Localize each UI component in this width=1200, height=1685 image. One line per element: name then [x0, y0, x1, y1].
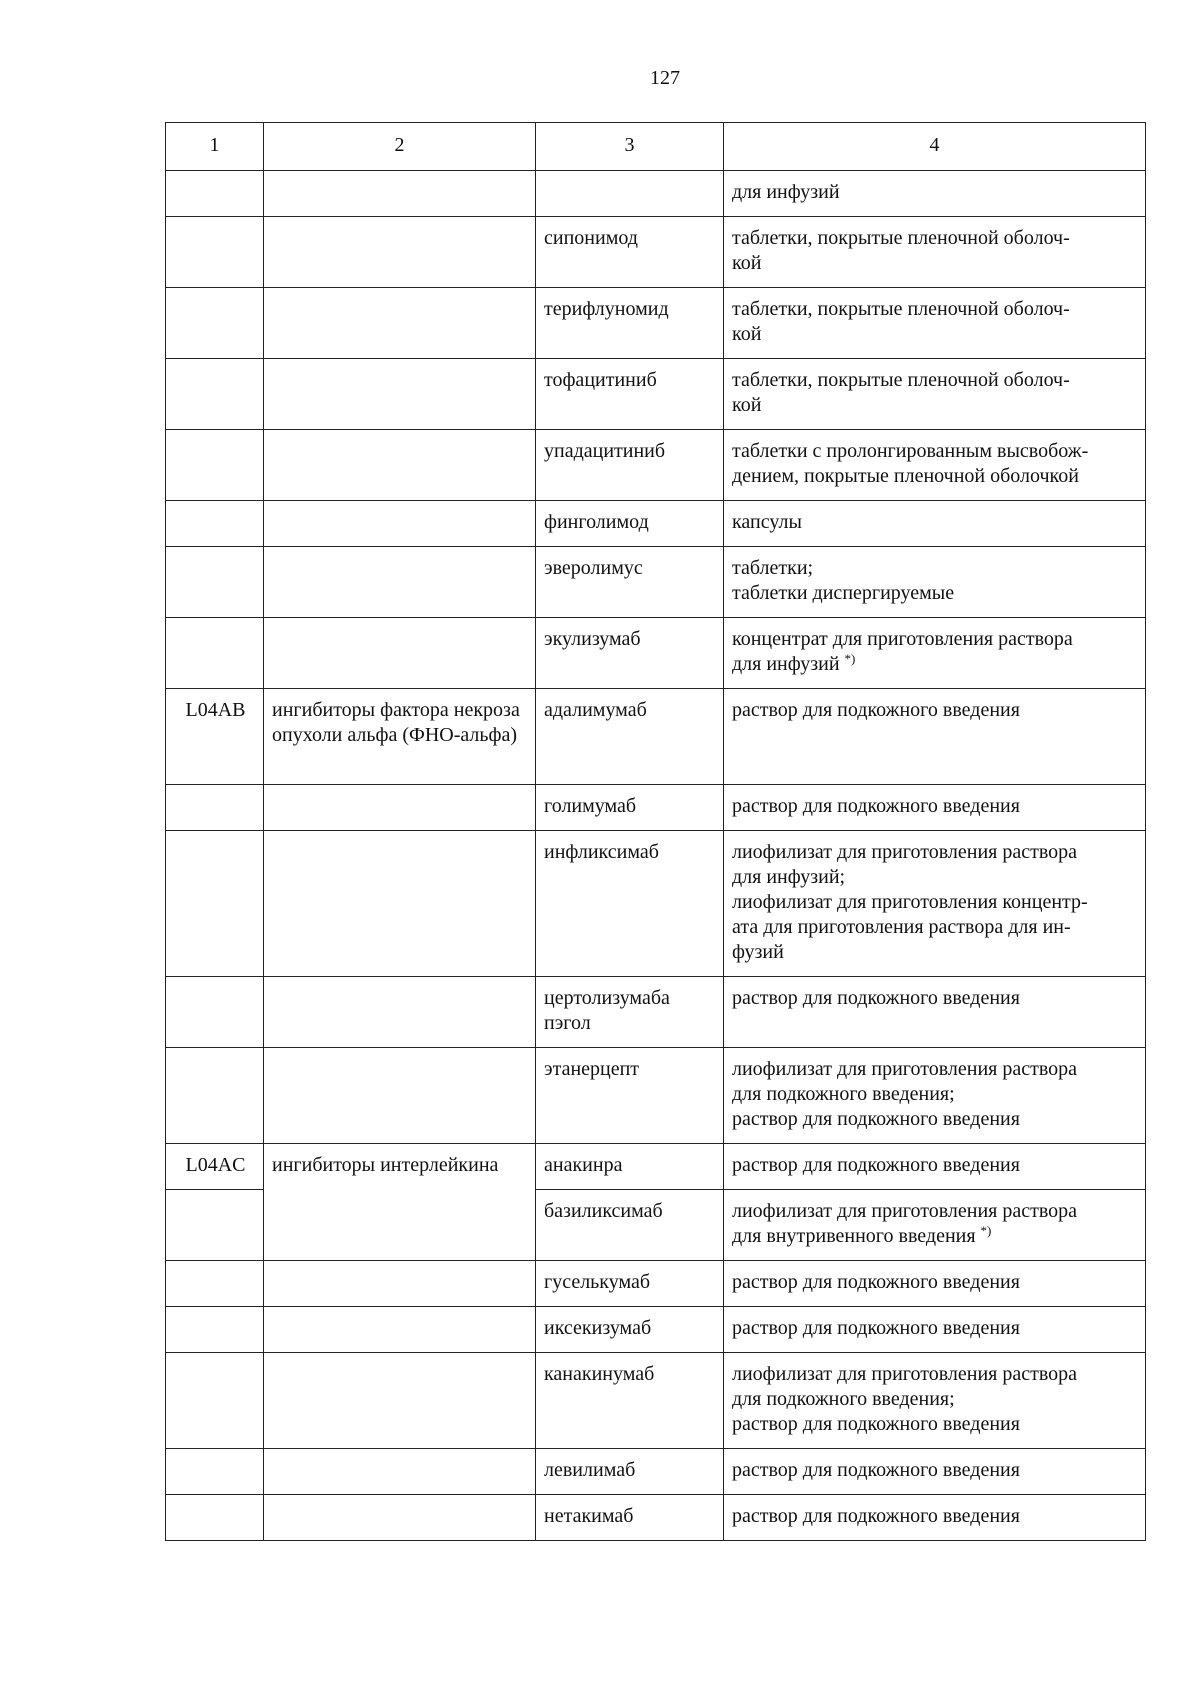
table-row	[166, 1261, 1146, 1307]
dosage-form-line: фузий	[732, 941, 784, 963]
group-cell	[264, 1353, 536, 1449]
drug-name-cell: эверолимус	[536, 547, 724, 618]
dosage-form-cell	[724, 689, 1146, 785]
drug-name-cell: канакинумаб	[536, 1353, 724, 1449]
group-cell	[264, 785, 536, 831]
atc-code-cell	[166, 1307, 264, 1353]
dosage-form-line: раствор для подкожного введения	[732, 1271, 1020, 1293]
dosage-form-line: лиофилизат для приготовления концентр-	[732, 891, 1088, 913]
group-cell	[264, 171, 536, 217]
table-row	[166, 977, 1146, 1048]
dosage-form-line: таблетки диспергируемые	[732, 582, 955, 604]
atc-code-cell	[166, 171, 264, 217]
atc-code-cell	[166, 359, 264, 430]
dosage-form-cell	[724, 1190, 1146, 1261]
column-header-3: 3	[536, 123, 724, 171]
dosage-form-cell	[724, 831, 1146, 977]
dosage-form-cell	[724, 288, 1146, 359]
table-row	[166, 618, 1146, 689]
atc-code-cell	[166, 1449, 264, 1495]
drug-table	[165, 122, 1146, 1541]
dosage-form-cell	[724, 977, 1146, 1048]
drug-name-cell: инфликсимаб	[536, 831, 724, 977]
dosage-form-line: таблетки, покрытые пленочной оболоч-	[732, 227, 1070, 249]
dosage-form-line: лиофилизат для приготовления раствора	[732, 1200, 1078, 1222]
dosage-form-line: кой	[732, 252, 762, 274]
table-row	[166, 1307, 1146, 1353]
atc-code-cell	[166, 618, 264, 689]
dosage-form-cell	[724, 217, 1146, 288]
group-cell: ингибиторы интерлейкина	[264, 1144, 536, 1261]
dosage-form-line: для подкожного введения;	[732, 1388, 955, 1410]
column-header-4: 4	[724, 123, 1146, 171]
atc-code-cell	[166, 1048, 264, 1144]
dosage-form-cell	[724, 1307, 1146, 1353]
drug-name-cell: сипонимод	[536, 217, 724, 288]
group-cell	[264, 547, 536, 618]
dosage-form-cell	[724, 1048, 1146, 1144]
atc-code-cell: L04AB	[166, 689, 264, 785]
dosage-form-line: таблетки, покрытые пленочной оболоч-	[732, 369, 1070, 391]
dosage-form-cell	[724, 1144, 1146, 1190]
drug-name-cell: голимумаб	[536, 785, 724, 831]
table-row	[166, 430, 1146, 501]
dosage-form-cell	[724, 1449, 1146, 1495]
drug-name-cell: адалимумаб	[536, 689, 724, 785]
group-cell	[264, 1307, 536, 1353]
atc-code-cell: L04AC	[166, 1144, 264, 1190]
atc-code-cell	[166, 217, 264, 288]
atc-code-cell	[166, 977, 264, 1048]
dosage-form-cell	[724, 501, 1146, 547]
dosage-form-cell	[724, 785, 1146, 831]
dosage-form-line: лиофилизат для приготовления раствора	[732, 841, 1078, 863]
group-cell	[264, 977, 536, 1048]
table-row	[166, 831, 1146, 977]
atc-code-cell	[166, 1261, 264, 1307]
table-row	[166, 1449, 1146, 1495]
dosage-form-line: капсулы	[732, 511, 802, 533]
drug-name-cell: анакинра	[536, 1144, 724, 1190]
drug-name-cell: этанерцепт	[536, 1048, 724, 1144]
dosage-form-line: лиофилизат для приготовления раствора	[732, 1058, 1078, 1080]
group-cell	[264, 618, 536, 689]
drug-name-cell: финголимод	[536, 501, 724, 547]
group-cell	[264, 217, 536, 288]
group-cell	[264, 1495, 536, 1541]
drug-name-cell: тофацитиниб	[536, 359, 724, 430]
dosage-form-line: раствор для подкожного введения	[732, 1505, 1020, 1527]
column-header-2: 2	[264, 123, 536, 171]
dosage-form-line	[732, 652, 1139, 677]
dosage-form-line: раствор для подкожного введения	[732, 1459, 1020, 1481]
atc-code-cell	[166, 430, 264, 501]
table-row	[166, 288, 1146, 359]
dosage-form-line: таблетки, покрытые пленочной оболоч-	[732, 298, 1070, 320]
table-row	[166, 1495, 1146, 1541]
dosage-form-line	[732, 1224, 1139, 1249]
dosage-form-line: таблетки;	[732, 557, 814, 579]
dosage-form-line: дением, покрытые пленочной оболочкой	[732, 465, 1079, 487]
dosage-form-line: раствор для подкожного введения	[732, 795, 1020, 817]
group-cell	[264, 430, 536, 501]
dosage-form-line: концентрат для приготовления раствора	[732, 628, 1073, 650]
dosage-form-cell	[724, 1495, 1146, 1541]
dosage-form-line: таблетки с пролонгированным высвобож-	[732, 440, 1089, 462]
dosage-form-cell	[724, 1353, 1146, 1449]
dosage-form-line: лиофилизат для приготовления раствора	[732, 1363, 1078, 1385]
footnote-marker: *)	[980, 1223, 992, 1238]
drug-name-cell: левилимаб	[536, 1449, 724, 1495]
atc-code-cell	[166, 1190, 264, 1261]
atc-code-cell	[166, 831, 264, 977]
dosage-form-line: раствор для подкожного введения	[732, 987, 1020, 1009]
dosage-form-cell	[724, 547, 1146, 618]
dosage-form-line: раствор для подкожного введения	[732, 1413, 1020, 1435]
dosage-form-text: для внутривенного введения	[732, 1225, 976, 1247]
drug-name-cell: гуселькумаб	[536, 1261, 724, 1307]
dosage-form-line: для инфузий;	[732, 866, 846, 888]
table-row	[166, 501, 1146, 547]
dosage-form-cell	[724, 359, 1146, 430]
dosage-form-line: раствор для подкожного введения	[732, 1108, 1020, 1130]
group-cell	[264, 831, 536, 977]
group-cell	[264, 359, 536, 430]
atc-code-cell	[166, 1353, 264, 1449]
dosage-form-cell	[724, 618, 1146, 689]
dosage-form-line: кой	[732, 394, 762, 416]
dosage-form-cell	[724, 1261, 1146, 1307]
group-cell	[264, 1261, 536, 1307]
atc-code-cell	[166, 785, 264, 831]
dosage-form-line: кой	[732, 323, 762, 345]
footnote-marker: *)	[844, 651, 856, 666]
drug-name-cell	[536, 171, 724, 217]
dosage-form-cell	[724, 171, 1146, 217]
column-header-1: 1	[166, 123, 264, 171]
table-row	[166, 171, 1146, 217]
dosage-form-cell	[724, 430, 1146, 501]
dosage-form-line: раствор для подкожного введения	[732, 1154, 1020, 1176]
drug-name-cell: цертолизумаба пэгол	[536, 977, 724, 1048]
table-row	[166, 1144, 1146, 1190]
group-cell	[264, 501, 536, 547]
drug-name-cell: терифлуномид	[536, 288, 724, 359]
table-row	[166, 785, 1146, 831]
atc-code-cell	[166, 501, 264, 547]
drug-name-cell: упадацитиниб	[536, 430, 724, 501]
table-row	[166, 359, 1146, 430]
dosage-form-text: для инфузий	[732, 653, 840, 675]
dosage-form-line: раствор для подкожного введения	[732, 699, 1020, 721]
table-row	[166, 1048, 1146, 1144]
dosage-form-line: ата для приготовления раствора для ин-	[732, 916, 1071, 938]
drug-name-cell: базиликсимаб	[536, 1190, 724, 1261]
drug-name-cell: экулизумаб	[536, 618, 724, 689]
group-cell	[264, 288, 536, 359]
table-row	[166, 689, 1146, 785]
atc-code-cell	[166, 1495, 264, 1541]
dosage-form-line: для инфузий	[732, 181, 840, 203]
dosage-form-line: для подкожного введения;	[732, 1083, 955, 1105]
table-row	[166, 547, 1146, 618]
table-header-row	[166, 123, 1146, 171]
atc-code-cell	[166, 547, 264, 618]
group-cell	[264, 1449, 536, 1495]
table-row	[166, 217, 1146, 288]
drug-name-cell: иксекизумаб	[536, 1307, 724, 1353]
drug-name-cell: нетакимаб	[536, 1495, 724, 1541]
atc-code-cell	[166, 288, 264, 359]
page-number: 127	[650, 67, 680, 89]
group-cell	[264, 1048, 536, 1144]
table-row	[166, 1353, 1146, 1449]
dosage-form-line: раствор для подкожного введения	[732, 1317, 1020, 1339]
group-cell: ингибиторы фактора некроза опухоли альфа (ФНО-альфа)	[264, 689, 536, 785]
